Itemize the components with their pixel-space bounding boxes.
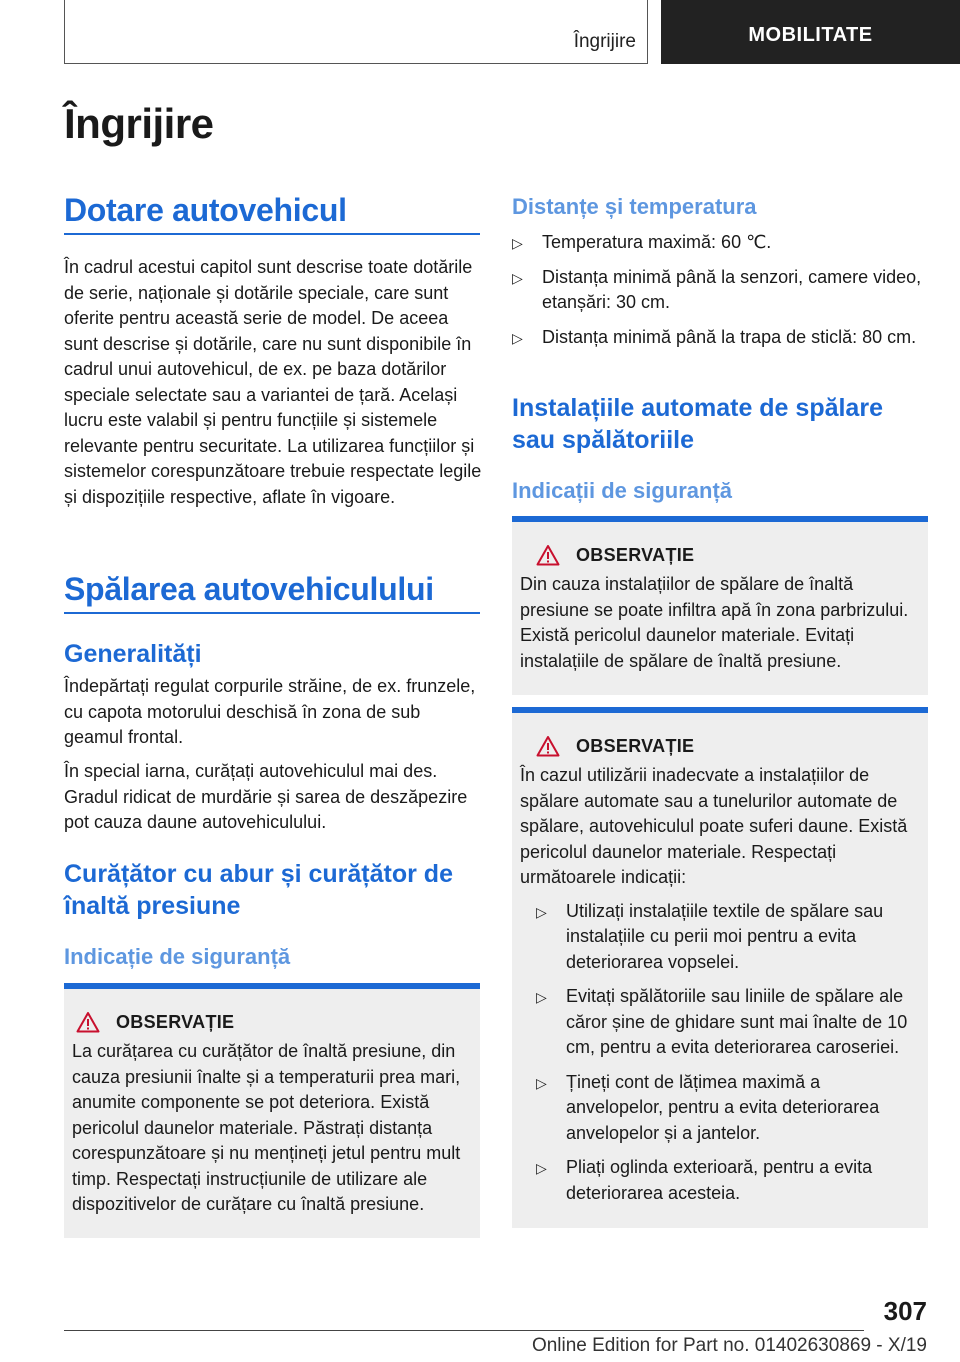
- triangle-bullet-icon: ▷: [512, 329, 523, 346]
- warning-triangle-icon: [536, 735, 560, 757]
- warning-box: [512, 707, 928, 1228]
- triangle-bullet-icon: ▷: [536, 1160, 547, 1176]
- section-rule: [64, 612, 480, 614]
- section-rule: [64, 233, 480, 235]
- subsection-title-distances: Distanțe și temperatura: [512, 194, 757, 219]
- triangle-bullet-icon: ▷: [536, 1074, 547, 1091]
- general-paragraph-1: Îndepărtați regulat corpurile străine, de ex. frunzele, cu capota motorului deschisă în zona de sub geamul frontal.: [64, 676, 476, 747]
- section-title-car-wash: Spălarea autovehiculului: [64, 571, 434, 607]
- warning-text: În cazul utilizării inadecvate a instalațiilor de spălare automate sau a tunelurilor automate de spălare, autovehiculul poate suferi daune. Există pericolul daunelor materiale. Respectați următoarele indicații:: [520, 765, 908, 887]
- triangle-bullet-icon: ▷: [536, 989, 547, 1005]
- list-item: ▷ Pliați oglinda exterioară, pentru a evita deteriorarea acesteia.: [536, 1157, 873, 1203]
- list-item: ▷ Evitați spălătoriile sau liniile de spălare ale căror șine de ghidare sunt mai înalte de 10 cm, pentru a evita deteriorarea caroseriei.: [536, 986, 908, 1057]
- footer-edition: Online Edition for Part no. 01402630869 - X/19: [531, 1335, 927, 1356]
- warning-box: [512, 516, 928, 695]
- equipment-paragraph: În cadrul acestui capitol sunt descrise toate dotările de serie, naționale și dotările speciale, care sunt oferite pentru această serie de model. De aceea sunt descrise și dotările, care nu sunt disponibile în cadrul unui autovehicul, de ex. pe baza dotărilor speciale selectate sau a variantei de țară. Același lucru este valabil și pentru funcțiile și sistemele relevante pentru securitate. La utilizarea funcțiilor și sistemelor corespunzătoare trebuie respectate legile și dispozițiile respective, aflate în vigoare.: [64, 257, 482, 507]
- triangle-bullet-icon: ▷: [512, 235, 523, 251]
- list-item: ▷ Distanța minimă până la senzori, camere video, etanșări: 30 cm.: [512, 266, 922, 312]
- header-frame: [64, 0, 648, 64]
- list-item: ▷ Temperatura maximă: 60 ℃.: [512, 230, 928, 256]
- header-chapter-tab: MOBILITATE: [661, 0, 960, 64]
- list-item: ▷ Utilizați instalațiile textile de spălare sau instalațiile cu perii moi pentru a evita deteriorarea vopselei.: [536, 900, 884, 972]
- warning-triangle-icon: [536, 544, 560, 566]
- wash-instructions-list: [536, 899, 912, 1207]
- warning-header: [536, 544, 920, 566]
- list-item: ▷ Țineți cont de lățimea maximă a anvelopelor, pentru a evita deteriorarea anvelopelor și a jantelor.: [536, 1071, 880, 1143]
- triangle-bullet-icon: ▷: [536, 903, 547, 920]
- warning-text: Din cauza instalațiilor de spălare de înaltă presiune se poate infiltra apă în zona parbrizului. Există pericolul daunelor materiale. Evitați instalațiile de spălare de înaltă presiune.: [520, 574, 909, 671]
- subsection-title-general: Generalități: [64, 640, 202, 668]
- warning-label: OBSERVAȚIE: [576, 735, 695, 756]
- subsection-title-automatic-wash: Instalațiile automate de spălare sau spălătoriile: [512, 394, 883, 454]
- section-title-vehicle-equipment: Dotare autovehicul: [64, 192, 347, 228]
- warning-text: La curățarea cu curățător de înaltă presiune, din cauza presiunii înalte și a temperaturii prea mari, anumite componente se pot deteriora. Există pericolul daunelor materiale. Păstrați distanța corespunzătoare și nu mențineți jetul pentru mult timp. Respectați instrucțiunile de utilizare ale dispozitivelor de curățare cu înaltă presiune.: [72, 1041, 461, 1214]
- header-section-title: Îngrijire: [573, 31, 636, 52]
- warning-label: OBSERVAȚIE: [576, 544, 695, 565]
- general-paragraph-2: În special iarna, curățați autovehiculul mai des. Gradul ridicat de murdărie și sarea de deszăpezire pot cauza daune autovehiculului.: [64, 761, 468, 832]
- warning-label: OBSERVAȚIE: [116, 1011, 235, 1032]
- list-item: ▷ Distanța minimă până la trapa de sticlă: 80 cm.: [512, 325, 928, 351]
- triangle-bullet-icon: ▷: [512, 269, 523, 286]
- distances-list: [512, 230, 928, 359]
- subsection-title-steam-cleaner: Curățător cu abur și curățător de înaltă presiune: [64, 860, 453, 920]
- warning-header: [76, 1011, 472, 1033]
- warning-box: [64, 983, 480, 1238]
- safety-note-heading: Indicație de siguranță: [64, 944, 291, 969]
- warning-header: [536, 735, 920, 757]
- warning-triangle-icon: [76, 1011, 100, 1033]
- footer-rule: [64, 1330, 864, 1331]
- page-title: Îngrijire: [64, 100, 214, 147]
- page-number: 307: [883, 1296, 927, 1326]
- safety-notes-heading: Indicații de siguranță: [512, 478, 733, 503]
